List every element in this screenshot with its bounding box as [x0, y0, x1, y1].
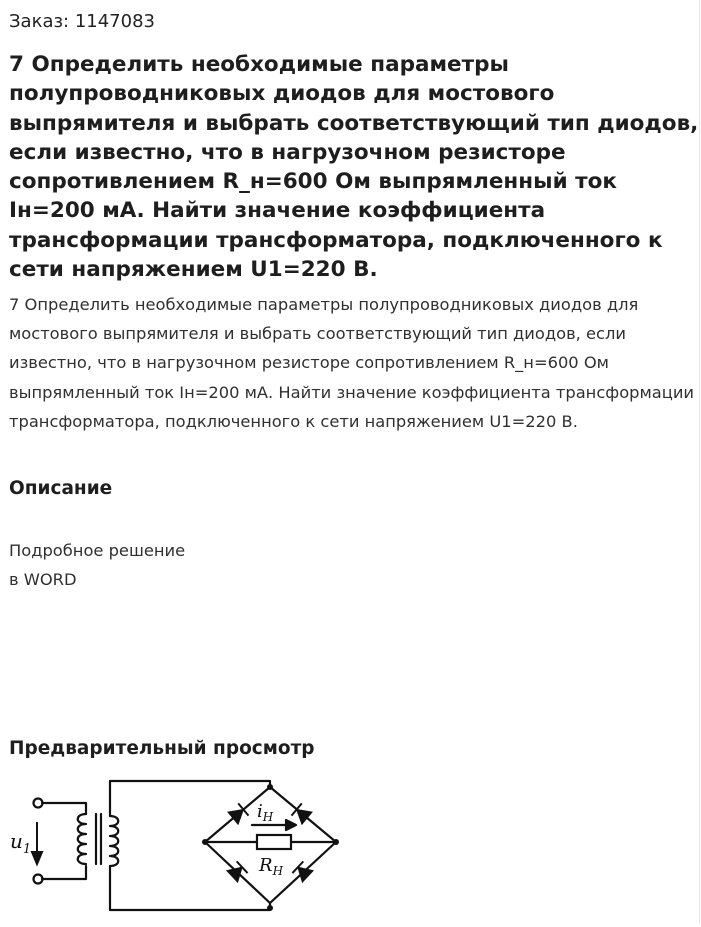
resistor-label: $R_Н$	[259, 855, 284, 878]
circuit-schematic	[0, 770, 360, 923]
order-number: Заказ: 1147083	[9, 11, 155, 32]
current-label: $i_Н$	[257, 801, 274, 824]
voltage-arrow-head	[32, 852, 42, 864]
current-arrow-head	[286, 820, 296, 830]
task-title: 7 Определить необходимые параметры полупроводниковых диодов для мостового выпрямителя и выбрать соответствующий тип диодов, если известно, что в нагрузочном резисторе сопротивлением R_н=600 Ом выпрямленный ток Iн=200 мА. Найти значение коэффициента трансформации трансформатора, подключенного к сети напряжением U1=220 В.	[9, 52, 699, 283]
description-line-2: в WORD	[9, 570, 77, 589]
junction-right	[333, 839, 339, 845]
preview-heading: Предварительный просмотр	[9, 738, 315, 759]
bridge-rectifier-diagram	[0, 770, 360, 923]
secondary-lead-top	[110, 781, 270, 816]
description-line-1: Подробное решение	[9, 541, 186, 560]
input-voltage-label: $u_1$	[10, 829, 32, 857]
description-heading: Описание	[9, 478, 113, 499]
junction-left	[202, 839, 208, 845]
junction-top	[267, 784, 273, 790]
secondary-winding	[110, 816, 118, 866]
primary-lead-bottom	[42, 866, 86, 879]
primary-lead-top	[42, 803, 86, 814]
load-resistor	[257, 835, 291, 849]
task-body: 7 Определить необходимые параметры полупроводниковых диодов для мостового выпрямителя и выбрать соответствующий тип диодов, если известно, что в нагрузочном резисторе сопротивлением R_н=600 Ом выпрямленный ток Iн=200 мА. Найти значение коэффициента трансформации трансформатора, подключенного к сети напряжением U1=220 В.	[9, 295, 694, 431]
junction-bottom	[267, 905, 273, 911]
primary-winding	[78, 814, 86, 864]
